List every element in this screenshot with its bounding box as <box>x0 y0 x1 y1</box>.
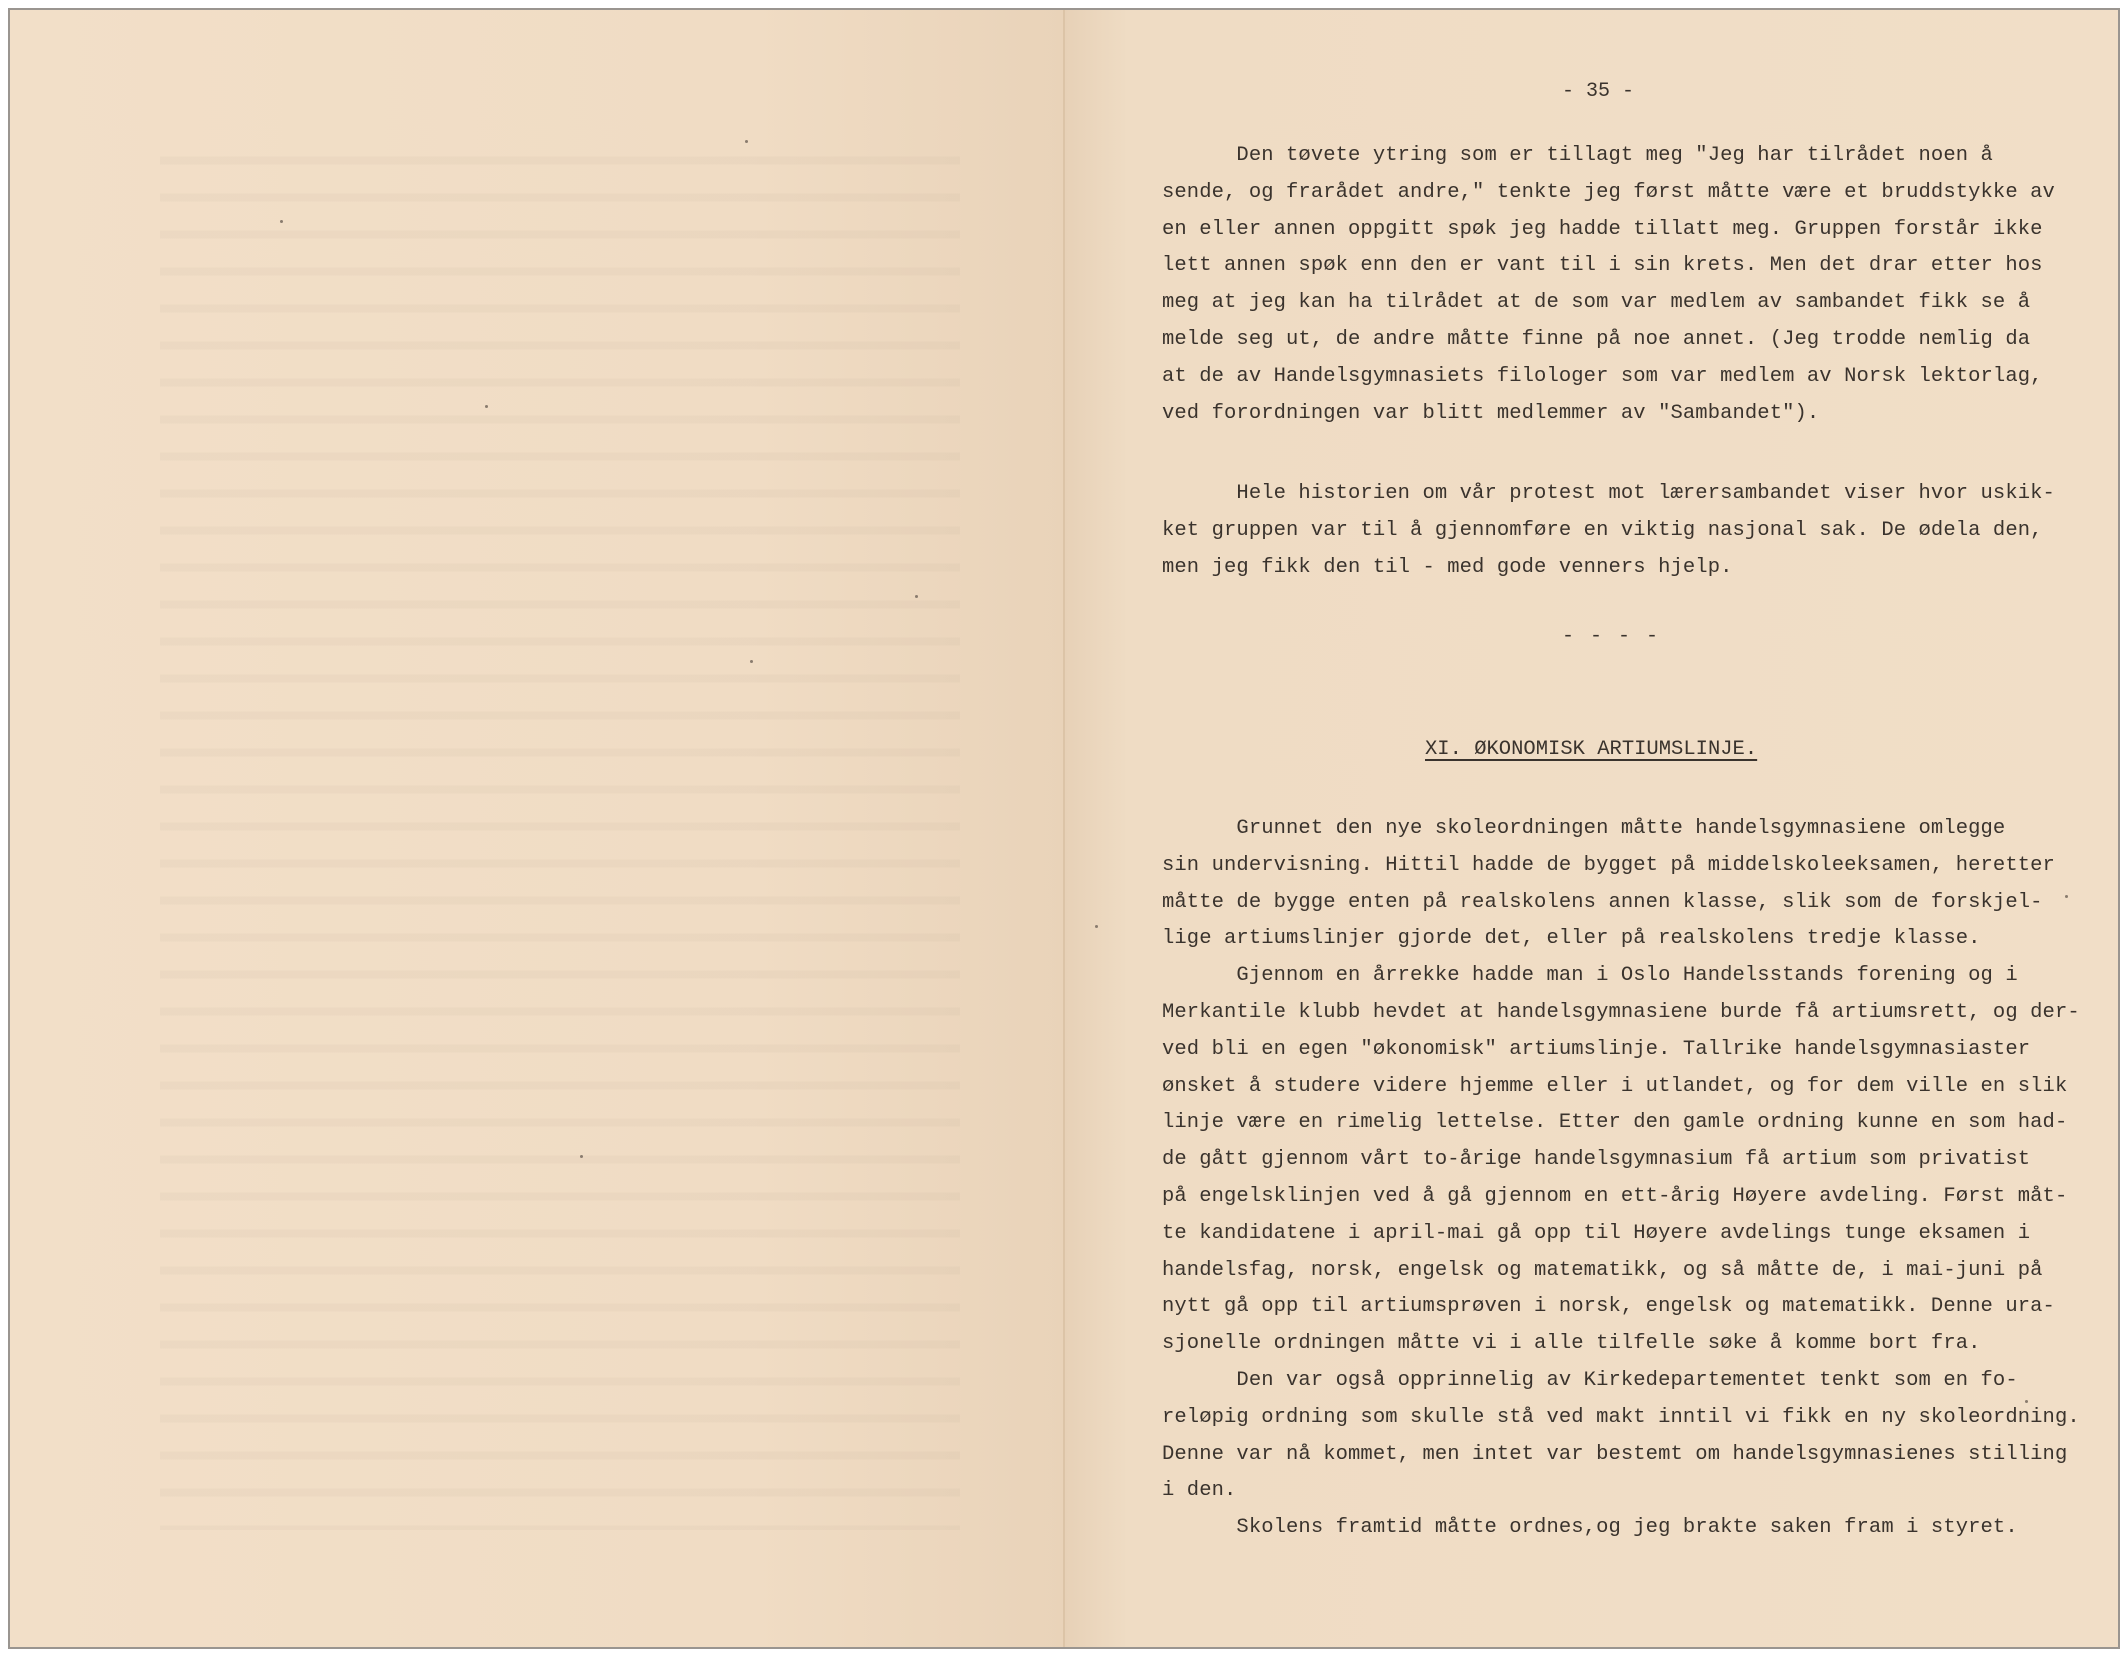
paper-speck <box>485 405 488 408</box>
paper-speck <box>2025 1400 2028 1403</box>
text-line: Gjennom en årrekke hadde man i Oslo Handelsstands forening og i <box>1162 964 2018 988</box>
text-line: men jeg fikk den til - med gode venners hjelp. <box>1162 555 1733 579</box>
left-page <box>10 10 1065 1647</box>
bleed-through-text <box>160 130 960 1530</box>
text-line: handelsfag, norsk, engelsk og matematikk, og så måtte de, i mai-juni på <box>1162 1258 2043 1282</box>
text-line: Merkantile klubb hevdet at handelsgymnasiene burde få artiumsrett, og der- <box>1162 1001 2080 1024</box>
text-line: melde seg ut, de andre måtte finne på noe annet. (Jeg trodde nemlig da <box>1162 328 2031 351</box>
paper-speck <box>915 595 918 598</box>
text-line: linje være en rimelig lettelse. Etter den gamle ordning kunne en som had- <box>1162 1111 2068 1135</box>
text-line: ket gruppen var til å gjennomføre en viktig nasjonal sak. De ødela den, <box>1162 518 2043 542</box>
text-line: at de av Handelsgymnasiets filologer som var medlem av Norsk lektorlag, <box>1162 364 2043 388</box>
text-line: Den tøvete ytring som er tillagt meg "Jeg har tilrådet noen å <box>1162 144 1993 167</box>
text-line: lige artiumslinjer gjorde det, eller på realskolens tredje klasse. <box>1162 927 1981 951</box>
text-line: Denne var nå kommet, men intet var bestemt om handelsgymnasienes stilling <box>1162 1442 2068 1466</box>
text-line: ved forordningen var blitt medlemmer av "Sambandet"). <box>1162 401 1820 425</box>
text-line: Den var også opprinnelig av Kirkedepartementet tenkt som en fo- <box>1162 1369 2018 1392</box>
paper-speck <box>2065 895 2068 898</box>
paper-speck <box>745 140 748 143</box>
text-line: sin undervisning. Hittil hadde de bygget på middelskoleeksamen, heretter <box>1162 853 2055 877</box>
text-line: i den. <box>1162 1479 1237 1503</box>
text-line: te kandidatene i april-mai gå opp til Høyere avdelings tunge eksamen i <box>1162 1221 2031 1245</box>
text-line: Hele historien om vår protest mot lærersambandet viser hvor uskik- <box>1162 482 2055 505</box>
paper-speck <box>580 1155 583 1158</box>
text-line: Grunnet den nye skoleordningen måtte handelsgymnasiene omlegge <box>1162 817 2006 840</box>
text-line: lett annen spøk enn den er vant til i sin krets. Men det drar etter hos <box>1162 254 2043 278</box>
text-line: de gått gjennom vårt to-årige handelsgymnasium få artium som privatist <box>1162 1148 2031 1172</box>
text-line: reløpig ordning som skulle stå ved makt inntil vi fikk en ny skoleordning. <box>1162 1405 2080 1429</box>
section-heading: XI. ØKONOMISK ARTIUMSLINJE. <box>1425 738 1758 761</box>
text-line: Skolens framtid måtte ordnes,og jeg brakte saken fram i styret. <box>1162 1516 2018 1540</box>
text-line: meg at jeg kan ha tilrådet at de som var medlem av sambandet fikk se å <box>1162 291 2031 315</box>
text-line: på engelsklinjen ved å gå gjennom en ett-årig Høyere avdeling. Først måt- <box>1162 1185 2068 1208</box>
paper-speck <box>1095 925 1098 928</box>
text-line: en eller annen oppgitt spøk jeg hadde tillatt meg. Gruppen forstår ikke <box>1162 217 2043 241</box>
text-line: ved bli en egen "økonomisk" artiumslinje. Tallrike handelsgymnasiaster <box>1162 1037 2031 1061</box>
text-line: sende, og frarådet andre," tenkte jeg først måtte være et bruddstykke av <box>1162 180 2055 204</box>
text-line: ønsket å studere videre hjemme eller i utlandet, og for dem ville en slik <box>1162 1074 2068 1098</box>
text-line: nytt gå opp til artiumsprøven i norsk, engelsk og matematikk. Denne ura- <box>1162 1295 2055 1319</box>
text-line: måtte de bygge enten på realskolens annen klasse, slik som de forskjel- <box>1162 890 2043 914</box>
section-divider: - - - - <box>1562 625 1661 648</box>
paper-speck <box>280 220 283 223</box>
page-number: - 35 - <box>1562 80 1635 103</box>
paper-speck <box>750 660 753 663</box>
text-line: sjonelle ordningen måtte vi i alle tilfelle søke å komme bort fra. <box>1162 1332 1981 1356</box>
